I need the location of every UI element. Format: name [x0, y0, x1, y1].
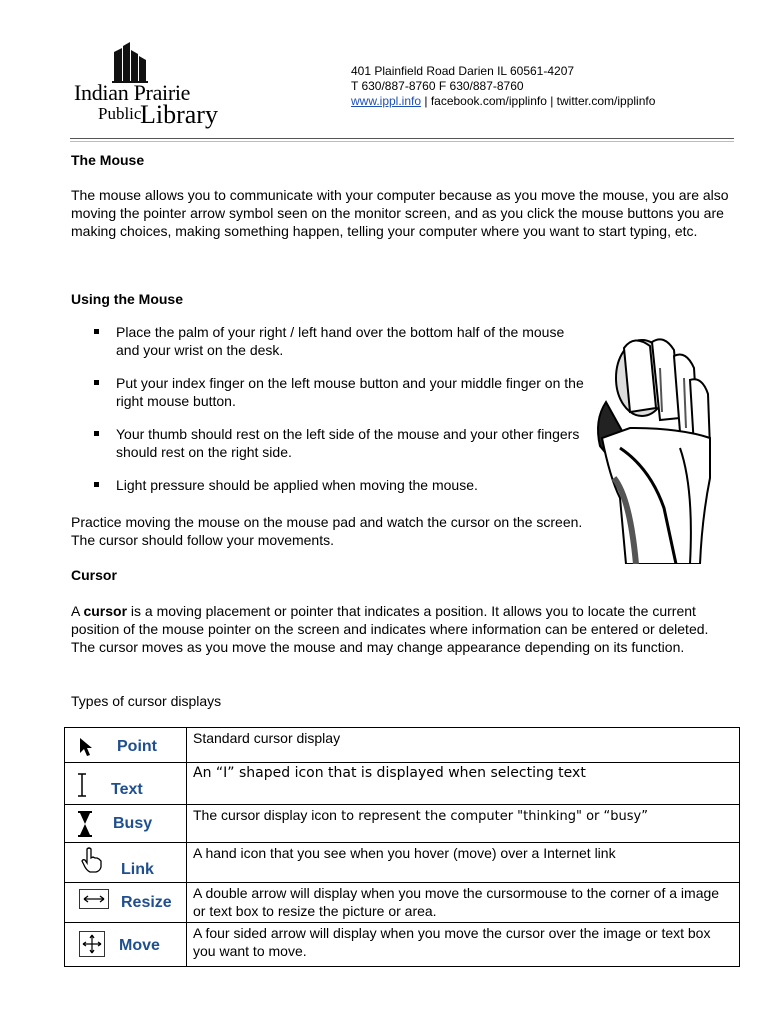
cursor-description: A hand icon that you see when you hover (move) over a Internet link: [187, 843, 740, 883]
cursor-label: Busy: [113, 815, 153, 832]
list-item: Your thumb should rest on the left side of the mouse and your other fingers should rest on the right side.: [71, 425, 591, 461]
table-row: [65, 923, 740, 967]
contact-block: [351, 64, 655, 109]
practice-paragraph: Practice moving the mouse on the mouse pad and watch the cursor on the screen. The cursor should follow your movements.: [71, 514, 583, 548]
logo-line-public: Public: [98, 104, 142, 123]
table-row: [65, 805, 740, 843]
four-arrow-icon: [79, 931, 105, 957]
cursor-label: Text: [111, 781, 143, 798]
mouse-instructions-list: [71, 323, 591, 509]
phone-line: T 630/887-8760 F 630/887-8760: [351, 79, 524, 93]
types-of-cursor-label: Types of cursor displays: [71, 693, 222, 709]
social-links: | facebook.com/ipplinfo | twitter.com/ipplinfo: [421, 94, 656, 108]
cursor-label: Point: [117, 738, 157, 755]
arrow-pointer-icon: [79, 737, 93, 757]
i-beam-icon: [77, 773, 87, 797]
list-item: Place the palm of your right / left hand over the bottom half of the mouse and your wrist on the desk.: [71, 323, 591, 359]
header-divider-shadow: [70, 141, 734, 142]
table-row: [65, 883, 740, 923]
address-line: 401 Plainfield Road Darien IL 60561-4207: [351, 64, 575, 78]
header-divider: [70, 138, 734, 139]
cursor-description: An “I” shaped icon that is displayed when selecting text: [187, 763, 740, 805]
table-row: [65, 728, 740, 763]
web-line: [351, 94, 655, 109]
cursor-paragraph: A cursor is a moving placement or pointer that indicates a position. It allows you to locate the current position of the mouse pointer on the screen and indicates where information can be entered or deleted. The cursor moves as you move the mouse and may change appearance depending on its function.: [71, 603, 709, 655]
hand-pointer-icon: [81, 847, 103, 873]
table-row: [65, 763, 740, 805]
logo-line-indian-prairie: Indian Prairie: [74, 80, 191, 105]
cursor-description: The cursor display icon to represent the computer "thinking" or “busy”: [187, 805, 740, 843]
hourglass-icon: [77, 811, 93, 837]
list-item: Light pressure should be applied when moving the mouse.: [71, 476, 591, 494]
section-title-mouse: The Mouse: [71, 152, 145, 168]
cursor-label: Resize: [121, 894, 172, 911]
library-logo: [74, 40, 234, 132]
list-item: Put your index finger on the left mouse button and your middle finger on the right mouse button.: [71, 374, 591, 410]
cursor-description: Standard cursor display: [187, 728, 740, 763]
books-logo-icon: [110, 40, 150, 84]
cursor-types-table: [64, 727, 740, 967]
cursor-description: A double arrow will display when you move the cursormouse to the corner of a image or text box to resize the picture or area.: [187, 883, 740, 923]
cursor-label: Link: [121, 861, 154, 878]
cursor-description: A four sided arrow will display when you move the cursor over the image or text box you want to move.: [187, 923, 740, 967]
cursor-label: Move: [119, 937, 160, 954]
website-link[interactable]: www.ippl.info: [351, 94, 422, 108]
section-title-cursor: Cursor: [71, 567, 117, 583]
mouse-intro-paragraph: The mouse allows you to communicate with your computer because as you move the mouse, you are also moving the pointer arrow symbol seen on the monitor screen, and as you click the mouse buttons you are making choices, making something happen, telling your computer where you want to start typing, etc.: [71, 187, 729, 239]
hand-on-mouse-illustration: [590, 328, 720, 564]
logo-line-library: Library: [140, 100, 218, 129]
table-row: [65, 843, 740, 883]
double-arrow-icon: [79, 889, 109, 909]
cursor-term: cursor: [83, 603, 128, 619]
section-title-using-mouse: Using the Mouse: [71, 291, 184, 307]
